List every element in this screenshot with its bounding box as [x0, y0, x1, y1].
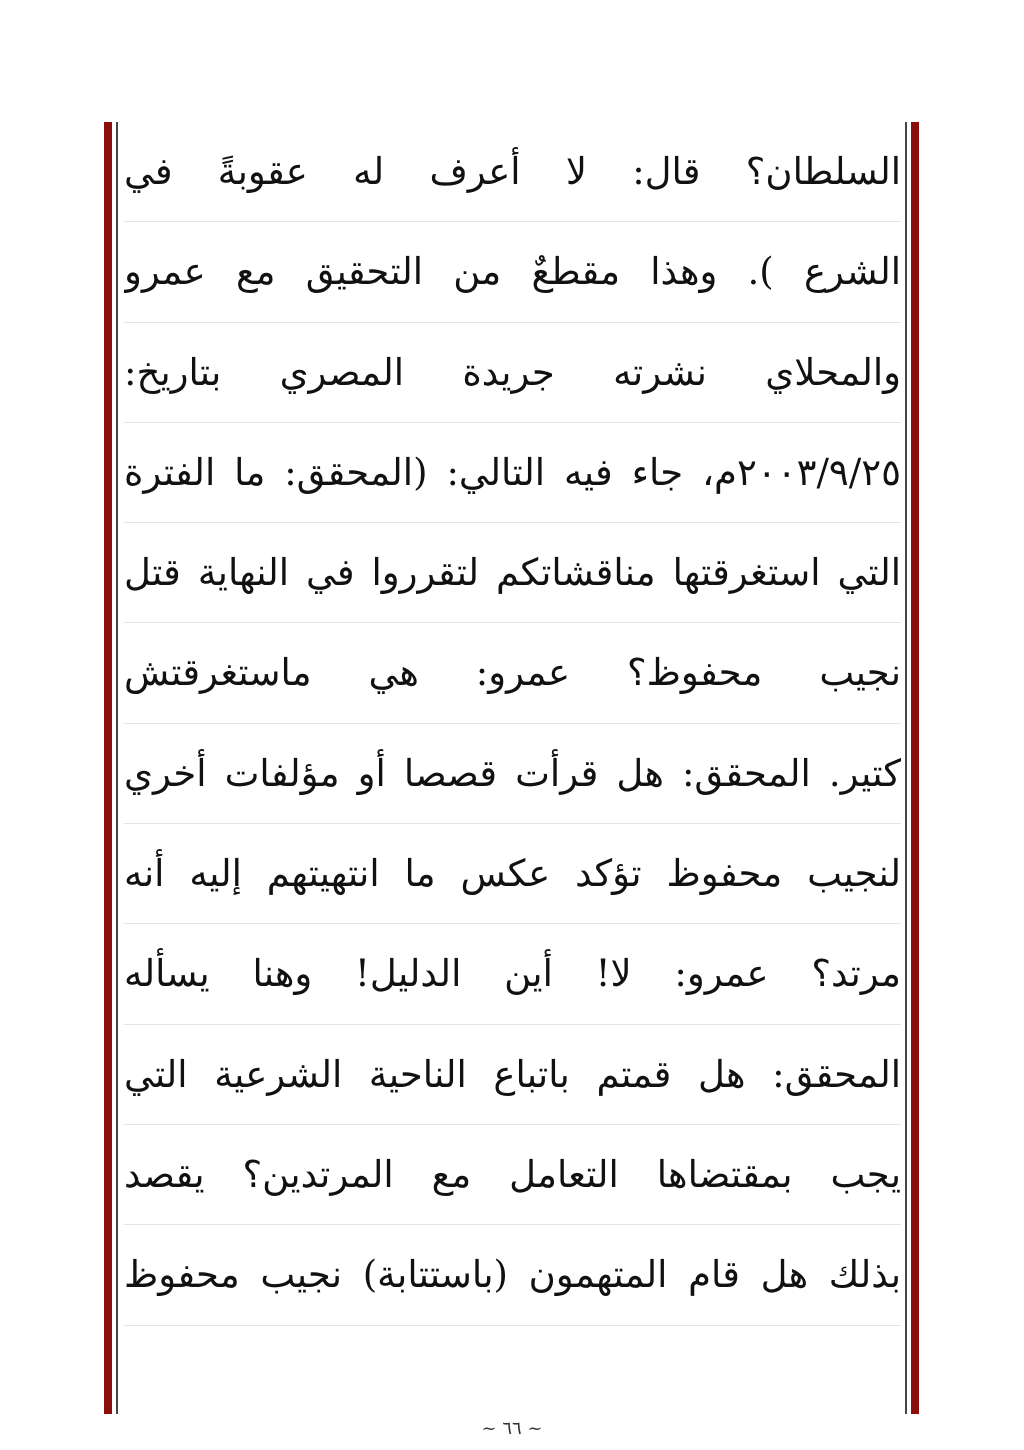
- body-text: [124, 122, 901, 1414]
- text-line: بذلك هل قام المتهمون (باستتابة) نجيب محفوظ: [124, 1225, 901, 1325]
- text-line: كتير. المحقق: هل قرأت قصصا أو مؤلفات أخري: [124, 724, 901, 824]
- text-line: الشرع ). وهذا مقطعٌ من التحقيق مع عمرو: [124, 222, 901, 322]
- text-line: مرتد؟ عمرو: لا! أين الدليل! وهنا يسأله: [124, 924, 901, 1024]
- left-border-bar: [104, 122, 112, 1414]
- text-line: نجيب محفوظ؟ عمرو: هي ماستغرقتش: [124, 623, 901, 723]
- right-border-line: [905, 122, 907, 1414]
- text-line: المحقق: هل قمتم باتباع الناحية الشرعية التي: [124, 1025, 901, 1125]
- text-line: ٢٠٠٣/٩/٢٥م، جاء فيه التالي: (المحقق: ما الفترة: [124, 423, 901, 523]
- left-border-line: [116, 122, 118, 1414]
- right-border-bar: [911, 122, 919, 1414]
- text-line: والمحلاي نشرته جريدة المصري بتاريخ:: [124, 323, 901, 423]
- text-line: لنجيب محفوظ تؤكد عكس ما انتهيتهم إليه أنه: [124, 824, 901, 924]
- text-line: يجب بمقتضاها التعامل مع المرتدين؟ يقصد: [124, 1125, 901, 1225]
- page-number: ~ ٦٦ ~: [481, 1418, 543, 1439]
- text-line: التي استغرقتها مناقشاتكم لتقرروا في النهاية قتل: [124, 523, 901, 623]
- text-line: السلطان؟ قال: لا أعرف له عقوبةً في: [124, 122, 901, 222]
